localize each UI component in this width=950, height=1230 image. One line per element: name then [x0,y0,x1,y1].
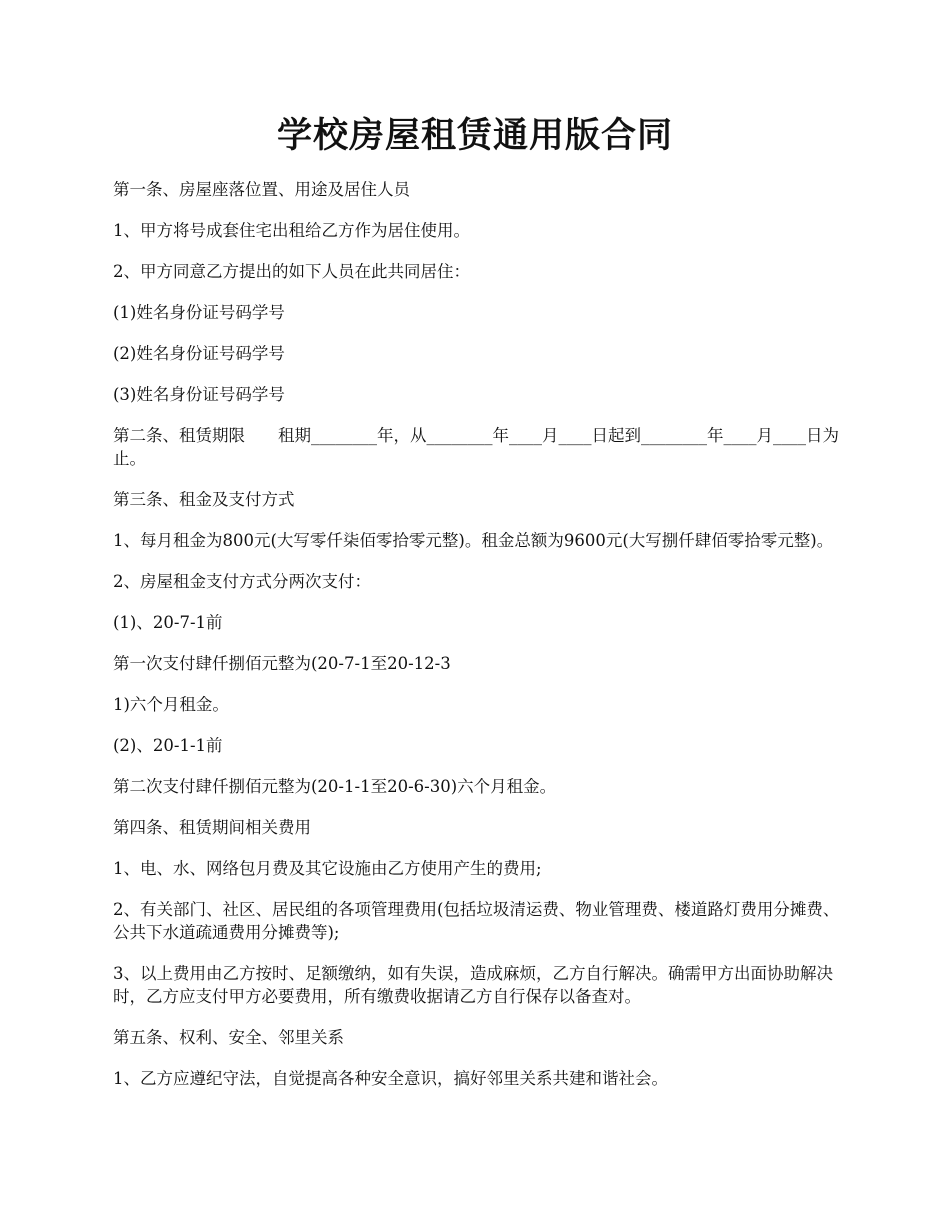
paragraph: 1、每月租金为800元(大写零仟柒佰零拾零元整)。租金总额为9600元(大写捌仟肆佰零拾零元整)。 [113,531,834,550]
paragraph: 3、以上费用由乙方按时、足额缴纳，如有失误，造成麻烦，乙方自行解决。确需甲方出面协助解决时，乙方应支付甲方必要费用，所有缴费收据请乙方自行保存以备查对。 [113,964,833,1006]
paragraph: 1、甲方将号成套住宅出租给乙方作为居住使用。 [113,221,470,240]
document-body [113,178,843,1108]
paragraph: 第一次支付肆仟捌佰元整为(20-7-1至20-12-3 [113,654,451,673]
resident-line: (3)姓名身份证号码学号 [113,385,285,404]
resident-line: (2)姓名身份证号码学号 [113,344,285,363]
paragraph: 第二次支付肆仟捌佰元整为(20-1-1至20-6-30)六个月租金。 [113,777,557,796]
article-1-heading: 第一条、房屋座落位置、用途及居住人员 [113,180,410,199]
paragraph: 2、有关部门、社区、居民组的各项管理费用(包括垃圾清运费、物业管理费、楼道路灯费用分摊费、公共下水道疏通费用分摊费等); [113,900,840,942]
paragraph: (1)、20-7-1前 [113,613,223,632]
article-2-lease-term: 第二条、租赁期限 租期________年，从________年____月____日起到________年____月____日为止。 [113,426,839,468]
resident-line: (1)姓名身份证号码学号 [113,303,285,322]
article-4-heading: 第四条、租赁期间相关费用 [113,818,311,837]
paragraph: 1)六个月租金。 [113,695,229,714]
article-5-heading: 第五条、权利、安全、邻里关系 [113,1028,344,1047]
paragraph: 1、电、水、网络包月费及其它设施由乙方使用产生的费用; [113,859,542,878]
paragraph: 2、甲方同意乙方提出的如下人员在此共同居住： [113,262,470,281]
paragraph: 2、房屋租金支付方式分两次支付： [113,572,371,591]
paragraph: 1、乙方应遵纪守法，自觉提高各种安全意识，搞好邻里关系共建和谐社会。 [113,1069,668,1088]
article-3-heading: 第三条、租金及支付方式 [113,490,295,509]
paragraph: (2)、20-1-1前 [113,736,223,755]
document-title: 学校房屋租赁通用版合同 [276,115,673,156]
